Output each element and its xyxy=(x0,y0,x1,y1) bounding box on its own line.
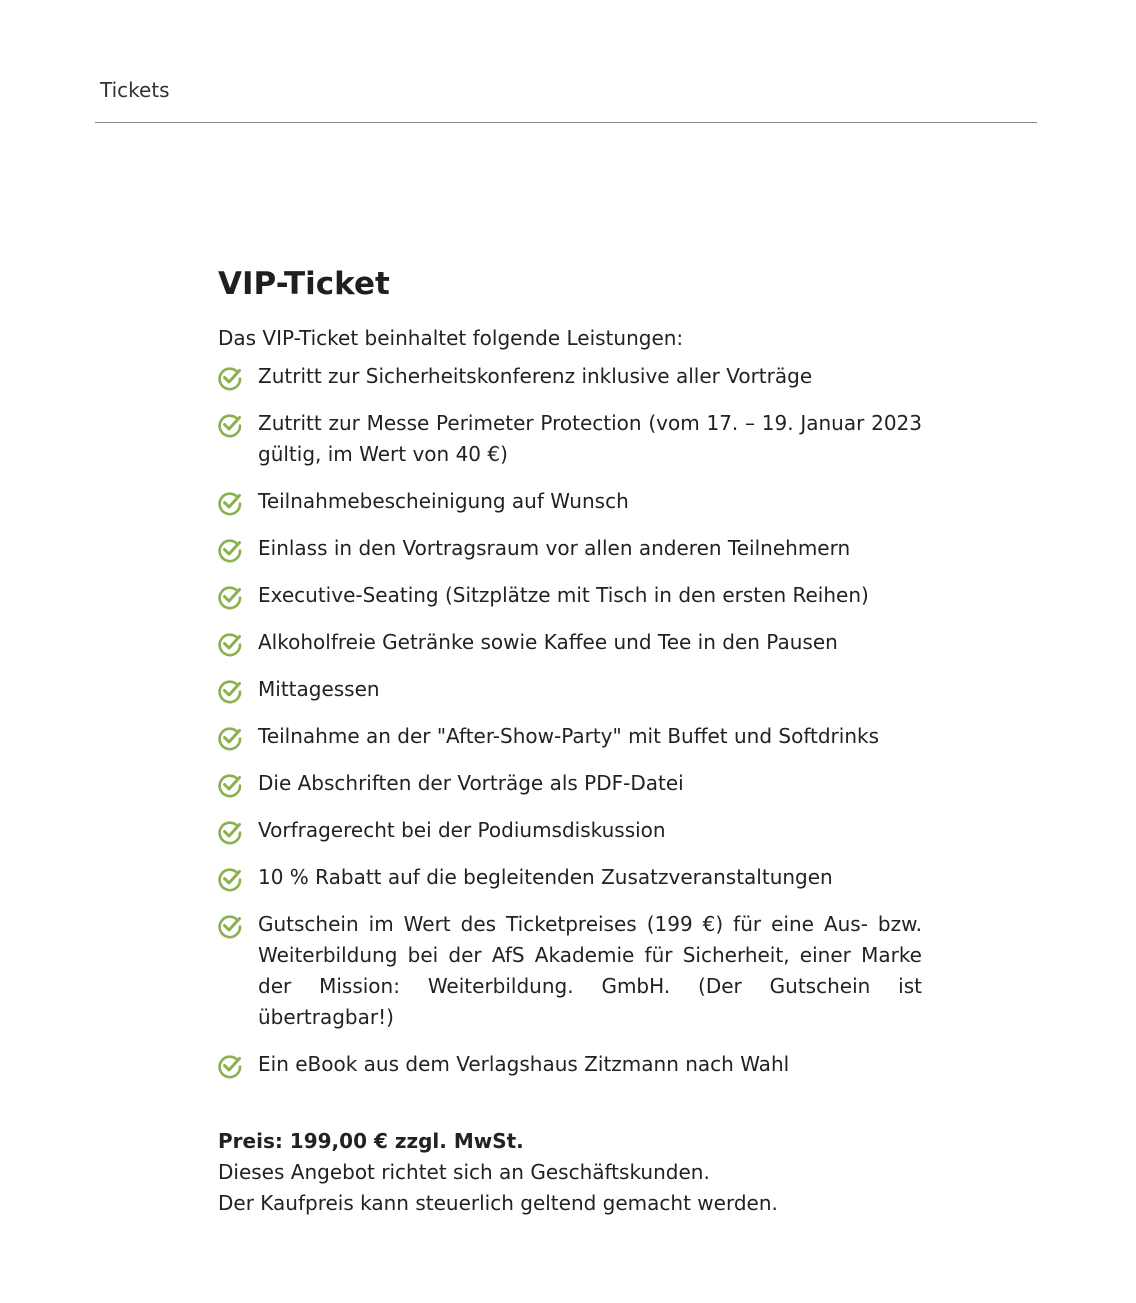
price-label: Preis: 199,00 € zzgl. MwSt. xyxy=(218,1129,524,1153)
benefit-item xyxy=(218,862,922,893)
check-circle-icon xyxy=(217,1053,243,1079)
check-circle-icon xyxy=(217,631,243,657)
benefit-item xyxy=(218,580,922,611)
benefit-text: Gutschein im Wert des Ticketpreises (199 €) für eine Aus- bzw. Weiterbildung bei der AfS Akademie für Sicherheit, einer Marke der Mission: Weiterbildung. GmbH. (Der Gutschein ist übertragbar!) xyxy=(258,912,922,1029)
benefit-text: Teilnahme an der "After-Show-Party" mit Buffet und Softdrinks xyxy=(258,724,880,748)
price-block xyxy=(218,1126,922,1219)
page-header xyxy=(95,74,1037,123)
ticket-title: VIP-Ticket xyxy=(218,266,390,302)
business-note: Dieses Angebot richtet sich an Geschäftskunden. xyxy=(218,1160,710,1184)
benefit-item xyxy=(218,768,922,799)
ticket-intro: Das VIP-Ticket beinhaltet folgende Leistungen: xyxy=(218,326,684,350)
check-circle-icon xyxy=(217,678,243,704)
check-circle-icon xyxy=(217,913,243,939)
benefit-item xyxy=(218,909,922,1033)
benefit-text: Vorfragerecht bei der Podiumsdiskussion xyxy=(258,818,666,842)
benefit-text: Zutritt zur Sicherheitskonferenz inklusive aller Vorträge xyxy=(258,364,813,388)
tax-note: Der Kaufpreis kann steuerlich geltend gemacht werden. xyxy=(218,1191,778,1215)
benefit-item xyxy=(218,1049,922,1080)
benefit-item xyxy=(218,533,922,564)
ticket-section xyxy=(218,262,922,1219)
check-circle-icon xyxy=(217,584,243,610)
benefits-list xyxy=(218,361,922,1080)
benefit-text: Mittagessen xyxy=(258,677,380,701)
check-circle-icon xyxy=(217,365,243,391)
benefit-item xyxy=(218,361,922,392)
benefit-text: Executive-Seating (Sitzplätze mit Tisch in den ersten Reihen) xyxy=(258,583,869,607)
benefit-item xyxy=(218,486,922,517)
benefit-text: Alkoholfreie Getränke sowie Kaffee und Tee in den Pausen xyxy=(258,630,838,654)
benefit-item xyxy=(218,627,922,658)
benefit-item xyxy=(218,721,922,752)
benefit-text: Teilnahmebescheinigung auf Wunsch xyxy=(258,489,629,513)
benefit-text: Ein eBook aus dem Verlagshaus Zitzmann nach Wahl xyxy=(258,1052,790,1076)
check-circle-icon xyxy=(217,866,243,892)
check-circle-icon xyxy=(217,412,243,438)
benefit-text: Die Abschriften der Vorträge als PDF-Datei xyxy=(258,771,684,795)
check-circle-icon xyxy=(217,819,243,845)
benefit-item xyxy=(218,815,922,846)
benefit-item xyxy=(218,408,922,470)
check-circle-icon xyxy=(217,772,243,798)
check-circle-icon xyxy=(217,537,243,563)
benefit-text: Einlass in den Vortragsraum vor allen anderen Teilnehmern xyxy=(258,536,851,560)
check-circle-icon xyxy=(217,490,243,516)
benefit-item xyxy=(218,674,922,705)
page-header-title: Tickets xyxy=(100,78,170,102)
benefit-text: 10 % Rabatt auf die begleitenden Zusatzveranstaltungen xyxy=(258,865,833,889)
benefit-text: Zutritt zur Messe Perimeter Protection (vom 17. – 19. Januar 2023 gültig, im Wert von 40 €) xyxy=(258,411,922,466)
check-circle-icon xyxy=(217,725,243,751)
